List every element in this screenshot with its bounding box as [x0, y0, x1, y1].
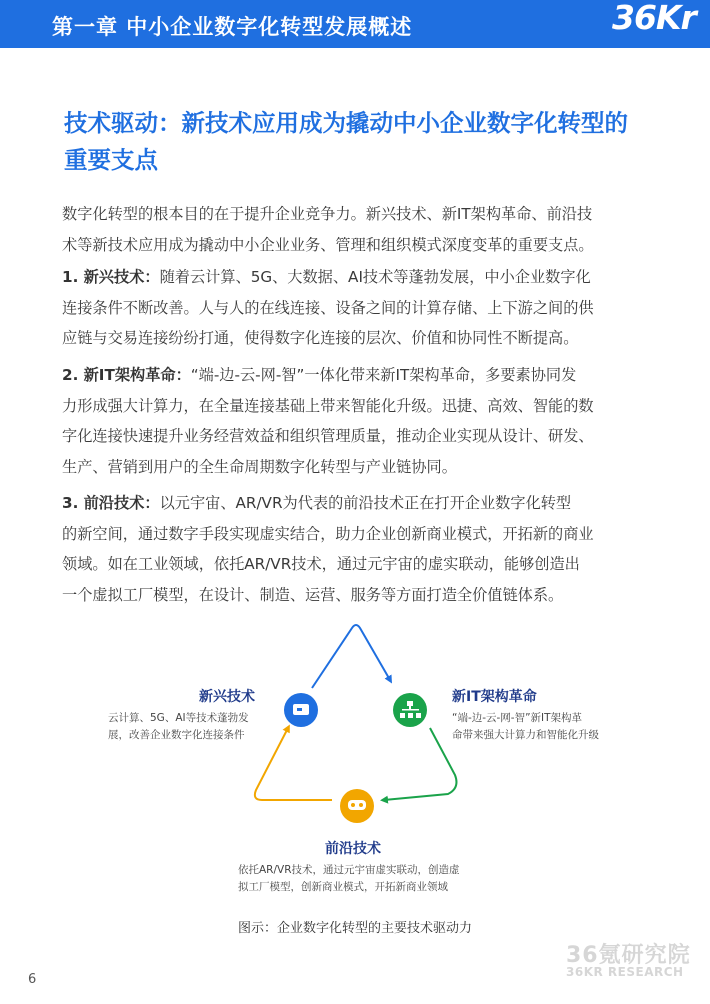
- paragraph-line: 以元宇宙、AR/VR为代表的前沿技术正在打开企业数字化转型: [159, 494, 572, 512]
- paragraph-line: 的新空间，通过数字手段实现虚实结合，助力企业创新商业模式，开拓新的商业: [62, 524, 594, 543]
- it-architecture-node: [393, 693, 427, 727]
- section-heading-line: 重要支点: [64, 146, 158, 174]
- frontier-tech-node: [340, 789, 374, 823]
- point-paragraph-it-architecture: [62, 360, 656, 482]
- tech-driver-diagram: [0, 610, 710, 920]
- paragraph-line: 生产、营销到用户的全生命周期数字化转型与产业链协同。: [62, 457, 457, 476]
- arrow-emerging-to-it: [312, 625, 390, 688]
- paragraph-line: 术等新技术应用成为撬动中小企业业务、管理和组织模式深度变革的重要支点。: [62, 235, 594, 254]
- point-label: 1. 新兴技术：: [62, 268, 160, 286]
- node-desc-emerging-tech: [108, 710, 249, 744]
- watermark-en: 36KR RESEARCH: [566, 965, 684, 979]
- chapter-header: [0, 0, 710, 48]
- paragraph-line: 随着云计算、5G、大数据、AI技术等蓬勃发展，中小企业数字化: [159, 268, 591, 286]
- chapter-title: 第一章 中小企业数字化转型发展概述: [52, 15, 413, 39]
- point-label: 2. 新IT架构革命：: [62, 366, 191, 384]
- arrow-it-to-frontier: [384, 728, 456, 800]
- node-title-it-architecture: 新IT架构革命: [452, 689, 537, 705]
- point-label: 3. 前沿技术：: [62, 494, 160, 512]
- intro-paragraph: [62, 199, 656, 260]
- emerging-tech-node: [284, 693, 318, 727]
- section-heading-line: 技术驱动：新技术应用成为撬动中小企业数字化转型的: [64, 109, 628, 137]
- figure-caption: 图示：企业数字化转型的主要技术驱动力: [237, 921, 472, 936]
- node-desc-line: 展，改善企业数字化连接条件: [108, 729, 245, 741]
- node-desc-line: 云计算、5G、AI等技术蓬勃发: [108, 712, 249, 724]
- 36kr-logo: 36Kr: [612, 0, 696, 37]
- paragraph-line: 字化连接快速提升业务经营效益和组织管理质量，推动企业实现从设计、研发、: [62, 427, 594, 445]
- node-title-emerging-tech: 新兴技术: [199, 689, 255, 705]
- node-desc-line: 命带来强大计算力和智能化升级: [452, 729, 599, 741]
- cloud-server-icon: [293, 704, 309, 715]
- node-desc-line: 拟工厂模型，创新商业模式，开拓新商业领域: [238, 881, 448, 893]
- watermark-cn: 36氪研究院: [566, 943, 691, 968]
- point-paragraph-frontier-tech: [62, 488, 656, 610]
- paragraph-line: 领域。如在工业领域，依托AR/VR技术，通过元宇宙的虚实联动，能够创造出: [62, 555, 580, 573]
- node-desc-line: 依托AR/VR技术，通过元宇宙虚实联动，创造虚: [238, 864, 460, 876]
- node-desc-frontier-tech: [238, 862, 460, 896]
- paragraph-line: 一个虚拟工厂模型，在设计、制造、运营、服务等方面打造全价值链体系。: [62, 585, 564, 604]
- node-desc-it-architecture: [452, 710, 599, 744]
- paragraph-line: 应链与交易连接纷纷打通，使得数字化连接的层次、价值和协同性不断提高。: [62, 329, 579, 347]
- paragraph-line: 力形成强大计算力，在全量连接基础上带来智能化升级。迅捷、高效、智能的数: [62, 396, 594, 415]
- vr-headset-icon: [348, 800, 366, 810]
- paragraph-line: “端-边-云-网-智”一体化带来新IT架构革命，多要素协同发: [190, 366, 577, 384]
- section-heading: [64, 105, 664, 179]
- point-paragraph-emerging-tech: [62, 262, 656, 354]
- paragraph-line: 数字化转型的根本目的在于提升企业竞争力。新兴技术、新IT架构革命、前沿技: [62, 205, 593, 223]
- paragraph-line: 连接条件不断改善。人与人的在线连接、设备之间的计算存储、上下游之间的供: [62, 298, 594, 317]
- arrow-frontier-to-emerging: [255, 728, 332, 800]
- page-number: 6: [28, 972, 37, 987]
- node-desc-line: “端-边-云-网-智”新IT架构革: [452, 712, 583, 724]
- node-title-frontier-tech: 前沿技术: [325, 841, 381, 857]
